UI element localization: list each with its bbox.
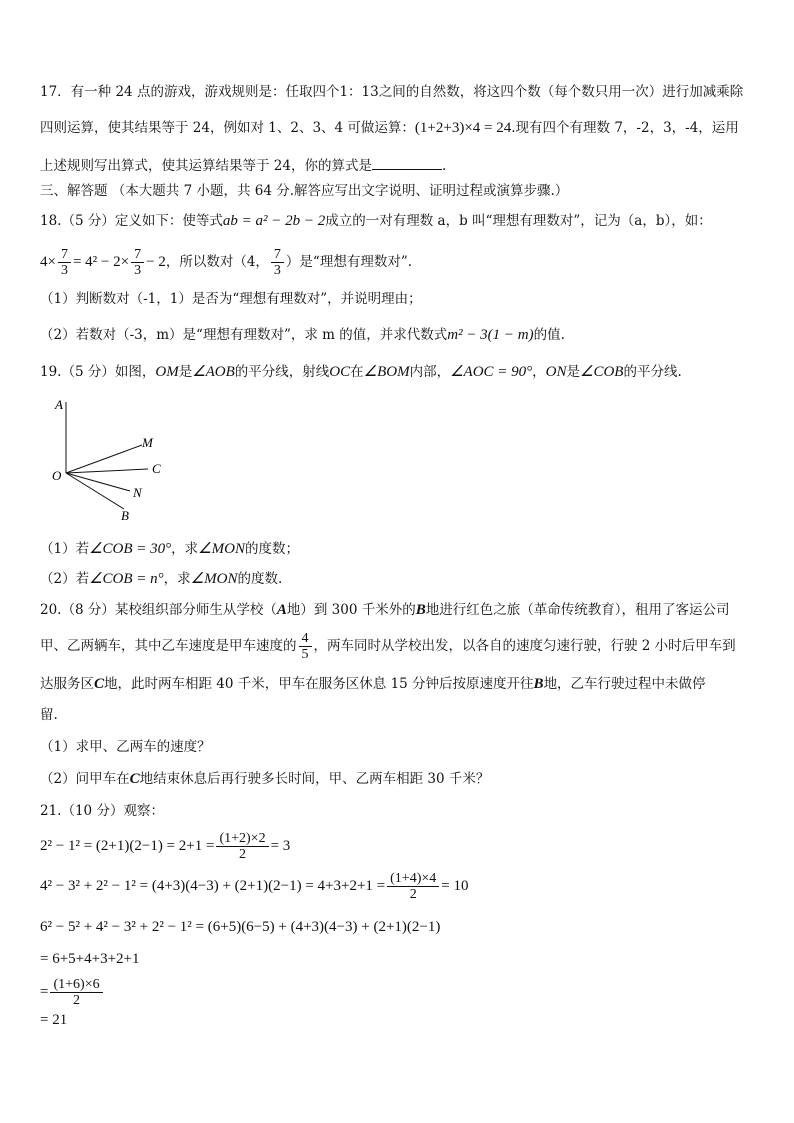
label-C: C (152, 461, 161, 476)
fraction: $\frac{(1+4)\times 4}{2}$ (387, 871, 439, 902)
fraction: $\frac{7}{3}$ (131, 247, 144, 278)
q21-equation-1: 2² − 1² = (2+1)(2−1) = 2+1 = $\frac{(1+2)\times 2}{2}$ = 3 (40, 831, 291, 863)
label-O: O (52, 468, 62, 483)
q21-equation-4: = 6+5+4+3+2+1 (40, 951, 140, 967)
q18-definition-equation: ab = a² − 2b − 2 (222, 213, 326, 229)
answer-blank (372, 155, 442, 170)
fraction: $\frac{7}{3}$ (58, 247, 71, 278)
fraction: $\frac{(1+6)\times 6}{2}$ (50, 977, 102, 1008)
q21-equation-6: = 21 (40, 1012, 68, 1028)
q17-line-3: 上述规则写出算式，使其运算结果等于 24，你的算式是 . (40, 155, 446, 176)
q20-part-1: （1）求甲、乙两车的速度？ (40, 739, 211, 755)
q20-line-3: 达服务区C地，此时两车相距 40 千米，甲车在服务区休息 15 分钟后按原速度开往B地，乙车行驶过程中未做停 (40, 676, 706, 692)
q21-equation-3: 6² − 5² + 4² − 3² + 2² − 1² = (6+5)(6−5) + (4+3)(4−3) + (2+1)(2−1) (40, 919, 441, 935)
q17-line-2: 四则运算，使其结果等于 24，例如对 1、2、3、4 可做运算：(1+2+3)×4 = 24.现有四个有理数 7，-2，3，-4，运用 (40, 120, 739, 136)
q20-line-2: 甲、乙两辆车，其中乙车速度是甲车速度的 $\frac{4}{5}$ ，两车同时从学校出发，以各自的速度匀速行驶，行驶 2 小时后甲车到 (40, 631, 736, 662)
section-heading: 三、解答题 （本大题共 7 小题，共 64 分.解答应写出文字说明、证明过程或演算步骤.） (40, 183, 569, 199)
q17-example-expression: (1+2+3)×4 = 24 (414, 120, 512, 136)
q17-line-1: 17．有一种 24 点的游戏，游戏规则是：任取四个1：13之间的自然数，将这四个数（每个数只用一次）进行加减乘除 (40, 84, 744, 100)
q20-line-1: 20.（8 分）某校组织部分师生从学校（A地）到 300 千米外的B地进行红色之旅（革命传统教育），租用了客运公司 (40, 602, 730, 618)
fraction: $\frac{(1+2)\times 2}{2}$ (216, 831, 268, 862)
q18-part-2: （2）若数对（-3，m）是“理想有理数对”，求 m 的值，并求代数式m² − 3(1 − m)的值. (40, 327, 565, 343)
q21-equation-5: = $\frac{(1+6)\times 6}{2}$ (40, 974, 105, 1010)
q18-line-2: 4× $\frac{7}{3}$ = 4² − 2× $\frac{7}{3}$ − 2，所以数对（4， $\frac{7}{3}$ ）是“理想有理数对”. (40, 247, 413, 278)
q18-expression: m² − 3(1 − m) (447, 327, 534, 343)
q20-part-2: （2）问甲车在C地结束休息后再行驶多长时间，甲、乙两车相距 30 千米？ (40, 771, 490, 787)
label-A: A (55, 397, 63, 412)
q21-title: 21.（10 分）观察： (40, 803, 164, 819)
q21-equation-2: 4² − 3² + 2² − 1² = (4+3)(4−3) + (2+1)(2−1) = 4+3+2+1 = $\frac{(1+4)\times 4}{2}$ = 10 (40, 871, 469, 903)
q19-line-1: 19.（5 分）如图，OM是∠AOB的平分线，射线OC在∠BOM内部，∠AOC = 90°，ON是∠COB的平分线. (40, 364, 682, 380)
ray-ON (66, 473, 130, 491)
q20-line-4: 留. (40, 707, 58, 723)
ray-OB (66, 473, 124, 509)
q18-line-1: 18.（5 分）定义如下：使等式ab = a² − 2b − 2成立的一对有理数 a，b 叫“理想有理数对”，记为（a，b），如： (40, 213, 712, 229)
label-B: B (121, 508, 129, 523)
label-M: M (142, 435, 153, 450)
angle-figure (40, 392, 180, 527)
fraction: $\frac{7}{3}$ (271, 247, 284, 278)
q19-part-2: （2）若∠COB = n°，求∠MON的度数. (40, 571, 283, 587)
ray-OM (66, 445, 142, 473)
fraction: $\frac{4}{5}$ (299, 631, 312, 662)
ray-OC (66, 469, 148, 473)
q18-part-1: （1）判断数对（-1，1）是否为“理想有理数对”，并说明理由； (40, 291, 422, 307)
label-N: N (133, 485, 142, 500)
q19-part-1: （1）若∠COB = 30°，求∠MON的度数； (40, 541, 299, 557)
